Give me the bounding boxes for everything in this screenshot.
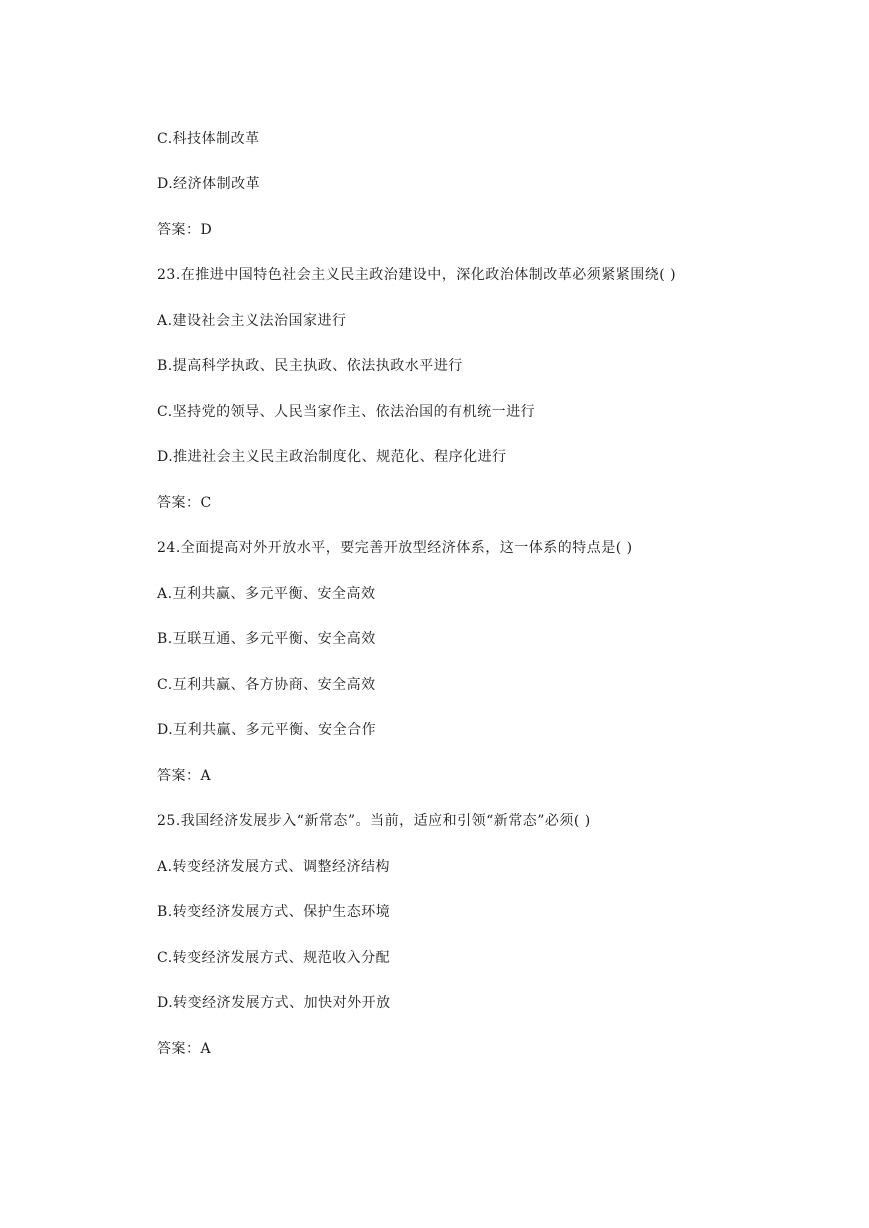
option-b-q25: B.转变经济发展方式、保护生态环境 [157,904,391,920]
option-c-q24: C.互利共赢、各方协商、安全高效 [157,677,376,693]
option-c-q22: C.科技体制改革 [157,131,260,147]
option-d-q22: D.经济体制改革 [157,176,261,192]
option-d-q23: D.推进社会主义民主政治制度化、规范化、程序化进行 [157,449,507,465]
question-25: 25.我国经济发展步入“新常态”。当前，适应和引领“新常态”必须( ) [157,813,591,829]
option-a-q25: A.转变经济发展方式、调整经济结构 [157,859,391,875]
answer-q23: 答案：C [157,495,212,511]
answer-q22: 答案：D [157,222,213,238]
option-c-q23: C.坚持党的领导、人民当家作主、依法治国的有机统一进行 [157,404,536,420]
option-b-q23: B.提高科学执政、民主执政、依法执政水平进行 [157,358,463,374]
answer-q24: 答案：A [157,768,212,784]
question-23: 23.在推进中国特色社会主义民主政治建设中，深化政治体制改革必须紧紧围绕( ) [157,267,677,283]
option-b-q24: B.互联互通、多元平衡、安全高效 [157,631,376,647]
option-a-q24: A.互利共赢、多元平衡、安全高效 [157,586,376,602]
option-d-q24: D.互利共赢、多元平衡、安全合作 [157,722,377,738]
option-a-q23: A.建设社会主义法治国家进行 [157,313,347,329]
question-24: 24.全面提高对外开放水平，要完善开放型经济体系，这一体系的特点是( ) [157,540,633,556]
option-c-q25: C.转变经济发展方式、规范收入分配 [157,950,391,966]
option-d-q25: D.转变经济发展方式、加快对外开放 [157,995,391,1011]
answer-q25: 答案：A [157,1041,212,1057]
